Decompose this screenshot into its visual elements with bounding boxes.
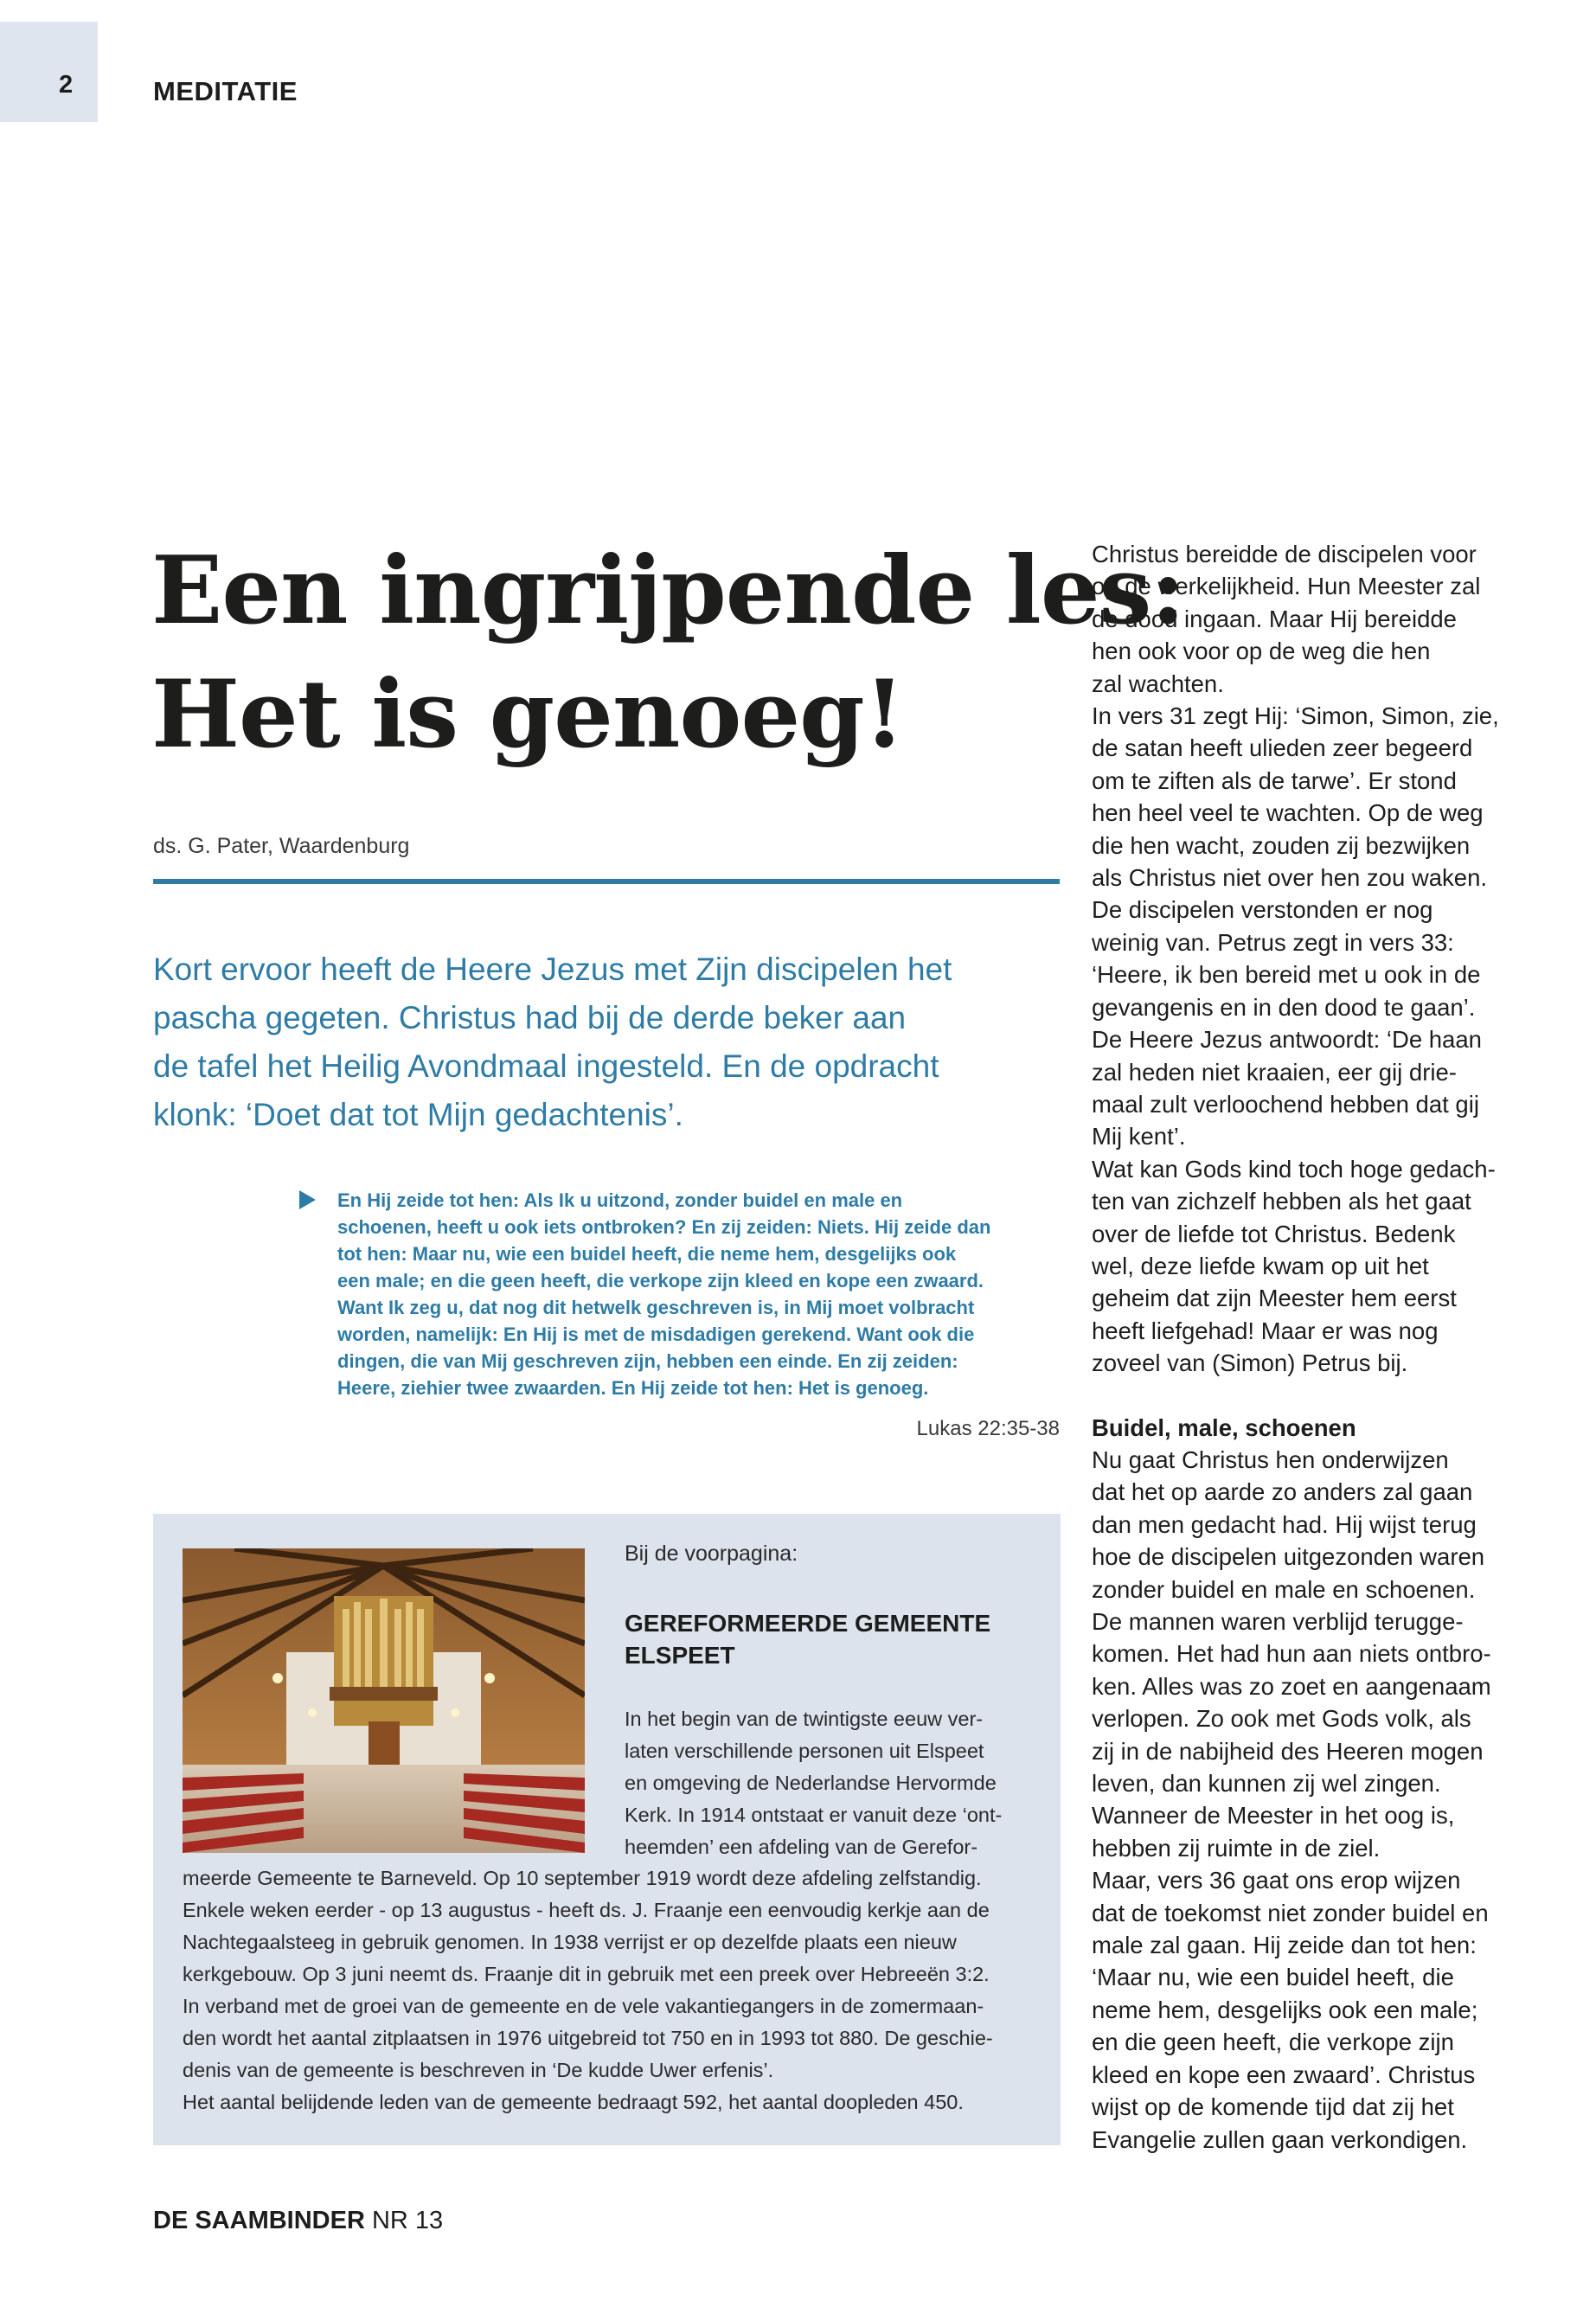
body-line: hen heel veel te wachten. Op de weg — [1092, 799, 1484, 827]
text-line: Nachtegaalsteeg in gebruik genomen. In 1938 verrijst er op dezelfde plaats een nieuw — [183, 1931, 957, 1953]
body-line: de dood ingaan. Maar Hij bereidde — [1092, 605, 1457, 632]
verse-line: worden, namelijk: En Hij is met de misdadigen gerekend. Want ook die — [337, 1324, 975, 1345]
heading-line: ELSPEET — [625, 1642, 735, 1669]
body-line: De discipelen verstonden er nog — [1092, 896, 1433, 924]
title-line: Een ingrijpende les: — [151, 536, 1185, 645]
body-line: over de liefde tot Christus. Bedenk — [1092, 1220, 1456, 1247]
body-line: maal zult verloochend hebben dat gij — [1092, 1090, 1479, 1118]
body-line: gevangenis en in den dood te gaan’. — [1092, 993, 1476, 1021]
footer — [153, 2207, 443, 2235]
body-line: Nu gaat Christus hen onderwijzen — [1092, 1445, 1449, 1473]
verse-line: dingen, die van Mij geschreven zijn, hebben een einde. En zij zeiden: — [337, 1350, 958, 1372]
body-line: dan men gedacht had. Hij wijst terug — [1092, 1510, 1477, 1538]
bible-verse — [337, 1187, 1064, 1401]
body-line: als Christus niet over hen zou waken. — [1092, 864, 1488, 892]
divider — [153, 879, 1060, 884]
body-line: ‘Heere, ik ben bereid met u ook in de — [1092, 961, 1481, 989]
body-line: weinig van. Petrus zegt in vers 33: — [1092, 928, 1454, 956]
body-line: dat het op aarde zo anders zal gaan — [1092, 1478, 1473, 1506]
infobox-text-bottom — [183, 1862, 1039, 2118]
body-line: zonder buidel en male en schoenen. — [1092, 1575, 1476, 1603]
verse-line: Heere, ziehier twee zwaarden. En Hij zeide tot hen: Het is genoeg. — [337, 1377, 929, 1399]
body-line: Maar, vers 36 gaat ons erop wijzen — [1092, 1867, 1461, 1894]
infobox-heading — [625, 1607, 1031, 1671]
body-line: zij in de nabijheid des Heeren mogen — [1092, 1737, 1484, 1765]
body-line: male zal gaan. Hij zeide dan tot hen: — [1092, 1932, 1477, 1959]
body-line: Wat kan Gods kind toch hoge gedach- — [1092, 1155, 1496, 1183]
body-line: heeft liefgehad! Maar er was nog — [1092, 1317, 1439, 1344]
verse-line: tot hen: Maar nu, wie een buidel heeft, die neme hem, desgelijks ook — [337, 1243, 957, 1265]
body-line: zoveel van (Simon) Petrus bij. — [1092, 1349, 1408, 1377]
infobox-intro: Bij de voorpagina: — [625, 1541, 798, 1566]
body-line: In vers 31 zegt Hij: ‘Simon, Simon, zie, — [1092, 702, 1499, 730]
section-label: MEDITATIE — [153, 76, 298, 106]
body-line: verlopen. Zo ook met Gods volk, als — [1092, 1705, 1471, 1733]
lead-line: klonk: ‘Doet dat tot Mijn gedachtenis’. — [153, 1097, 683, 1132]
heading-line: GEREFORMEERDE GEMEENTE — [625, 1610, 991, 1637]
text-line: kerkgebouw. Op 3 juni neemt ds. Fraanje dit in gebruik met een preek over Hebreeën 3:2. — [183, 1963, 990, 1985]
body-line: zal heden niet kraaien, eer gij drie- — [1092, 1058, 1457, 1086]
verse-line: schoenen, heeft u ook iets ontbroken? En zij zeiden: Niets. Hij zeide dan — [337, 1216, 991, 1238]
body-line: om te ziften als de tarwe’. Er stond — [1092, 766, 1457, 794]
body-line: zal wachten. — [1092, 670, 1224, 697]
verse-line: En Hij zeide tot hen: Als Ik u uitzond, zonder buidel en male en — [337, 1189, 903, 1211]
body-line: De Heere Jezus antwoordt: ‘De haan — [1092, 1026, 1482, 1054]
title-line: Het is genoeg! — [151, 660, 905, 769]
infobox-text-top — [625, 1703, 1031, 1863]
body-line: ten van zichzelf hebben als het gaat — [1092, 1188, 1471, 1215]
text-line: laten verschillende personen uit Elspeet — [625, 1740, 984, 1762]
body-line: leven, dan kunnen zij wel zingen. — [1092, 1770, 1441, 1798]
subheading: Buidel, male, schoenen — [1092, 1413, 1356, 1441]
verse-line: Want Ik zeg u, dat nog dit hetwelk geschreven is, in Mij moet volbracht — [337, 1297, 975, 1318]
body-line: geheim dat zijn Meester hem eerst — [1092, 1285, 1457, 1312]
issue-number: NR 13 — [371, 2207, 444, 2234]
lead-paragraph — [153, 945, 1070, 1139]
text-line: denis van de gemeente is beschreven in ‘De kudde Uwer erfenis’. — [183, 2059, 774, 2081]
body-line: hen ook voor op de weg die hen — [1092, 638, 1431, 665]
lead-line: Kort ervoor heeft de Heere Jezus met Zijn discipelen het — [153, 952, 952, 987]
body-line: en die geen heeft, die verkope zijn — [1092, 2029, 1454, 2056]
lead-line: de tafel het Heilig Avondmaal ingesteld. En de opdracht — [153, 1048, 939, 1084]
text-line: In verband met de groei van de gemeente en de vele vakantiegangers in de zomermaan- — [183, 1995, 984, 2017]
author-byline: ds. G. Pater, Waardenburg — [153, 834, 410, 858]
body-line: Evangelie zullen gaan verkondigen. — [1092, 2125, 1468, 2153]
body-line: wel, deze liefde kwam op uit het — [1092, 1252, 1429, 1279]
body-line: Christus bereidde de discipelen voor — [1092, 541, 1477, 567]
body-line: de satan heeft ulieden zeer begeerd — [1092, 734, 1473, 762]
magazine-name: DE SAAMBINDER — [153, 2207, 365, 2234]
body-line: De mannen waren verblijd terugge- — [1092, 1608, 1464, 1635]
body-line: Mij kent’. — [1092, 1123, 1186, 1150]
body-line: op de werkelijkheid. Hun Meester zal — [1092, 573, 1481, 600]
body-line: wijst op de komende tijd dat zij het — [1092, 2093, 1454, 2121]
body-line: dat de toekomst niet zonder buidel en — [1092, 1899, 1489, 1926]
text-line: Het aantal belijdende leden van de gemeente bedraagt 592, het aantal doopleden 450. — [183, 2091, 964, 2113]
text-line: Enkele weken eerder - op 13 augustus - heeft ds. J. Fraanje een eenvoudig kerkje aan de — [183, 1899, 990, 1921]
body-line: neme hem, desgelijks ook een male; — [1092, 1996, 1478, 2023]
text-line: meerde Gemeente te Barneveld. Op 10 september 1919 wordt deze afdeling zelfstandig. — [183, 1867, 982, 1889]
play-arrow-icon — [299, 1190, 316, 1209]
lead-line: pascha gegeten. Christus had bij de derde beker aan — [153, 1000, 907, 1035]
text-line: heemden’ een afdeling van de Gerefor- — [625, 1836, 978, 1858]
verse-line: een male; en die geen heeft, die verkope zijn kleed en kope een zwaard. — [337, 1270, 984, 1292]
article-body-column — [1092, 538, 1576, 2156]
body-line: ‘Maar nu, wie een buidel heeft, die — [1092, 1964, 1454, 1991]
verse-reference: Lukas 22:35-38 — [916, 1417, 1060, 1440]
text-line: Kerk. In 1914 ontstaat er vanuit deze ‘ont- — [625, 1804, 1003, 1826]
body-line: hoe de discipelen uitgezonden waren — [1092, 1543, 1485, 1571]
page-number-box — [0, 22, 98, 122]
text-line: den wordt het aantal zitplaatsen in 1976 uitgebreid tot 750 en in 1993 tot 880. De geschie- — [183, 2027, 993, 2049]
text-line: In het begin van de twintigste eeuw ver- — [625, 1708, 984, 1730]
page-number: 2 — [59, 71, 74, 99]
body-line: komen. Het had hun aan niets ontbro- — [1092, 1640, 1491, 1668]
body-line: die hen wacht, zouden zij bezwijken — [1092, 831, 1471, 859]
body-line: ken. Alles was zo zoet en aangenaam — [1092, 1672, 1491, 1700]
text-line: en omgeving de Nederlandse Hervormde — [625, 1772, 997, 1794]
body-line: kleed en kope een zwaard’. Christus — [1092, 2061, 1476, 2088]
church-interior-photo — [183, 1548, 585, 1853]
body-line: hebben zij ruimte in de ziel. — [1092, 1834, 1381, 1862]
body-line: Wanneer de Meester in het oog is, — [1092, 1802, 1455, 1830]
